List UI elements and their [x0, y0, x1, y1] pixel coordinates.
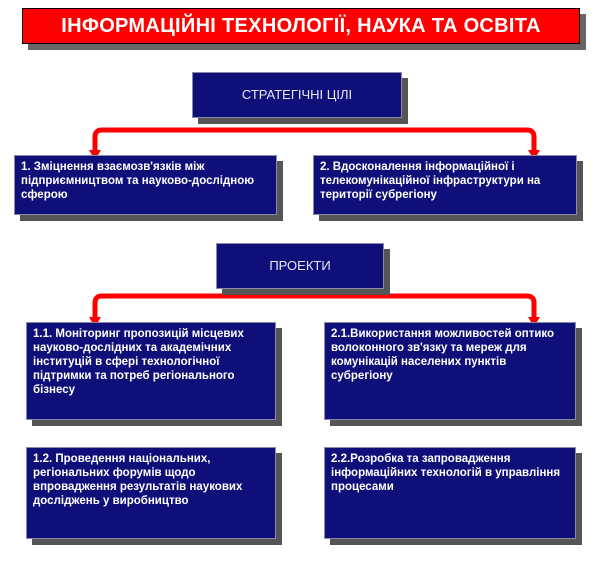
goal-2-box: 2. Вдосконалення інформаційної і телекомунікаційної інфраструктури на території субрегіону [313, 155, 577, 215]
projects-connector [95, 296, 534, 322]
projects-header: ПРОЕКТИ [216, 243, 384, 289]
strategic-goals-header: СТРАТЕГІЧНІ ЦІЛІ [192, 72, 402, 118]
page-title: ІНФОРМАЦІЙНІ ТЕХНОЛОГІЇ, НАУКА ТА ОСВІТА [22, 8, 580, 44]
project-1-2-box: 1.2. Проведення національних, регіональних форумів щодо впровадження результатів наукових досліджень у виробництво [26, 447, 276, 539]
project-2-2-box: 2.2.Розробка та запровадження інформаційних технологій в управління процесами [324, 447, 576, 539]
project-1-1-box: 1.1. Моніторинг пропозицій місцевих науково-дослідних та академічних інституцій в сфері технологічної підтримки та потреб регіонального бізнесу [26, 322, 276, 420]
goal-1-box: 1. Зміцнення взаємозв'язків між підприємництвом та науково-дослідною сферою [14, 155, 277, 215]
project-2-1-box: 2.1.Використання можливостей оптико волоконного зв'язку та мереж для комунікацій населених пунктів субрегіону [324, 322, 576, 420]
goals-connector [95, 130, 534, 155]
